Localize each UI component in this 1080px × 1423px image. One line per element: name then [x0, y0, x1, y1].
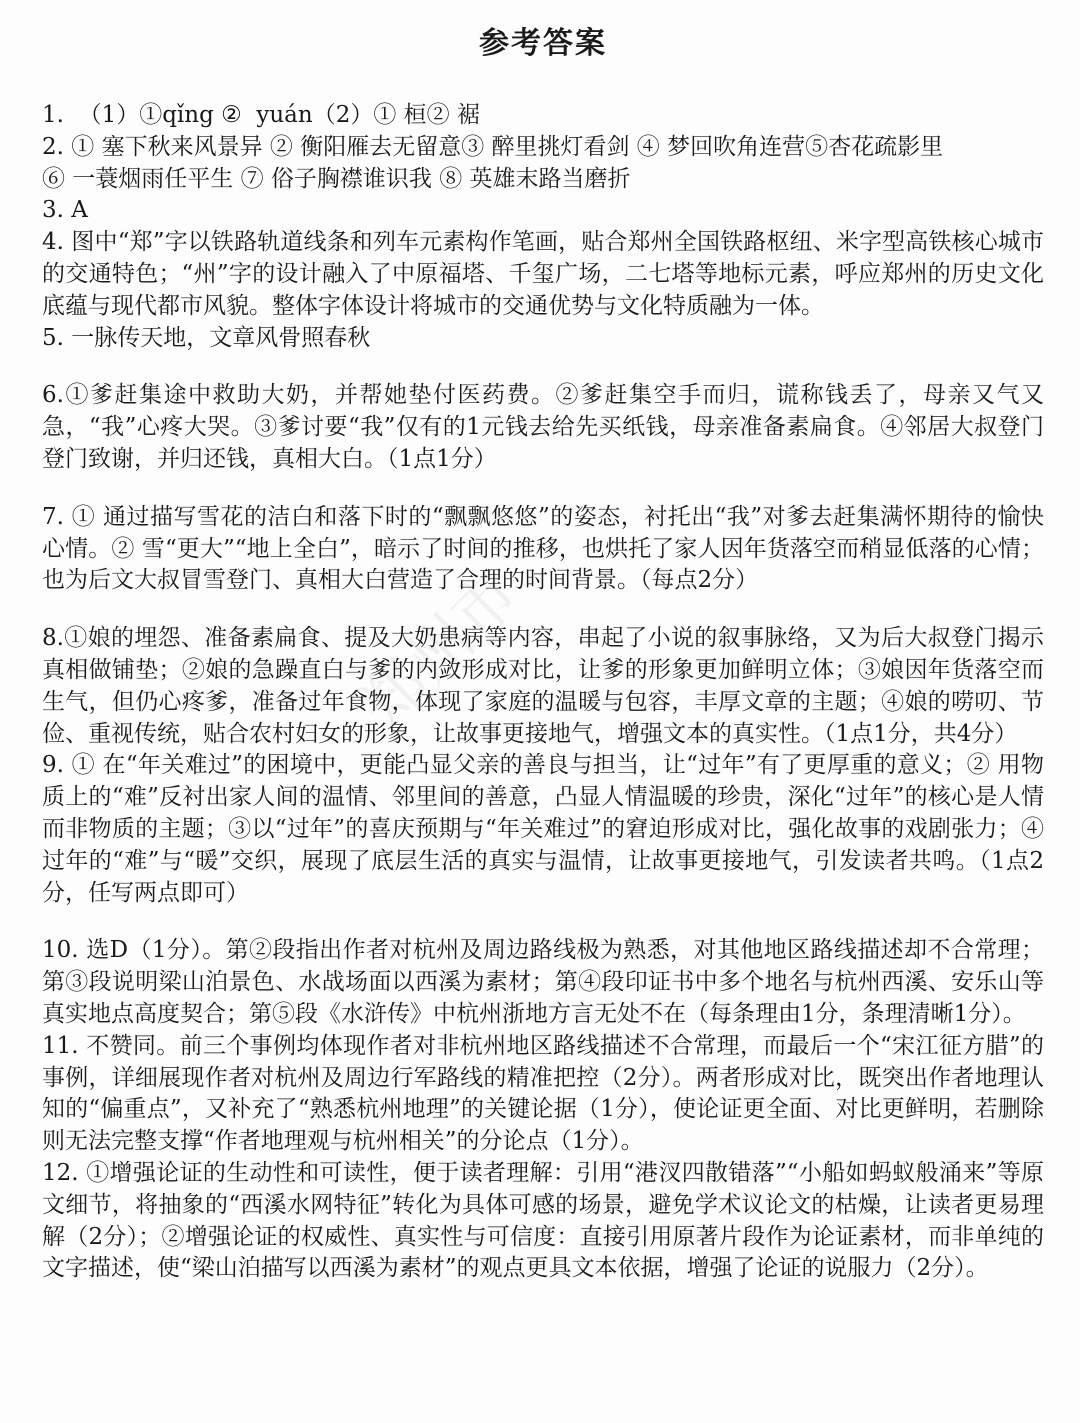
answer-9: 9. ① 在“年关难过”的困境中，更能凸显父亲的善良与担当，让“过年”有了更厚重的意义；② 用物质上的“难”反衬出家人间的温情、邻里间的善意，凸显人情温暖的珍贵，深化“过年”的核心是人情而非物质的主题；③以“过年”的喜庆预期与“年关难过”的窘迫形成对比，强化故事的戏剧张力；④ 过年的“难”与“暖”交织，展现了底层生活的真实与温情，让故事更接地气，引发读者共鸣。（1点2分，任写两点即可） [42, 752, 1052, 906]
answer-8: 8.①娘的埋怨、准备素扁食、提及大奶患病等内容，串起了小说的叙事脉络，又为后大叔登门揭示真相做铺垫；②娘的急躁直白与爹的内敛形成对比，让爹的形象更加鲜明立体；③娘因年货落空而生气，但仍心疼爹，准备过年食物，体现了家庭的温暖与包容，丰厚文章的主题；④娘的唠叨、节俭、重视传统，贴合农村妇女的形象，让故事更接地气，增强文本的真实性。（1点1分，共4分） [42, 625, 1044, 747]
watermark: 郑州市 [346, 556, 535, 745]
answer-1: 1. （1）①qǐng ② yuán（2）① 桓② 裾 [42, 102, 480, 128]
answer-6: 6.①爹赶集途中救助大奶，并帮她垫付医药费。②爹赶集空手而归，谎称钱丢了，母亲又气又急，“我”心疼大哭。③爹讨要“我”仅有的1元钱去给先买纸钱，母亲准备素扁食。④邻居大叔登门登门致谢，并归还钱，真相大白。（1点1分） [42, 382, 1044, 472]
spacer [42, 476, 1044, 502]
answer-11: 11. 不赞同。前三个事例均体现作者对非杭州地区路线描述不合常理，而最后一个“宋江征方腊”的事例，详细展现作者对杭州及周边行军路线的精准把控（2分）。两者形成对比，既突出作者地理认知的“偏重点”，又补充了“熟悉杭州地理”的关键论据（1分），使论证更全面、对比更鲜明，若删除则无法完整支撑“作者地理观与杭州相关”的分论点（1分）。 [42, 1032, 1044, 1155]
answer-10: 10. 选D（1分）。第②段指出作者对杭州及周边路线极为熟悉，对其他地区路线描述却不合常理；第③段说明梁山泊景色、水战场面以西溪为素材；第④段印证书中多个地名与杭州西溪、安乐山等真实地点高度契合；第⑤段《水浒传》中杭州浙地方言无处不在（每条理由1分，条理清晰1分）。 [42, 937, 1044, 1027]
spacer [42, 354, 1044, 380]
answer-2-line-2: ⑥ 一蓑烟雨任平生 ⑦ 俗子胸襟谁识我 ⑧ 英雄末路当磨折 [42, 165, 631, 192]
answer-3: 3. A [42, 197, 88, 224]
answer-12: 12. ①增强论证的生动性和可读性，便于读者理解：引用“港汊四散错落”“小船如蚂蚁般涌来”等原文细节，将抽象的“西溪水网特征”转化为具体可感的场景，避免学术议论文的枯燥，让读者更易理解（2分）；②增强论证的权威性、真实性与可信度：直接引用原著片段作为论证素材，而非单纯的文字描述，使“梁山泊描写以西溪为素材”的观点更具文本依据，增强了论证的说服力（2分）。 [42, 1159, 1044, 1282]
answer-2-line-1: 2. ① 塞下秋来风景异 ② 衡阳雁去无留意③ 醉里挑灯看剑 ④ 梦回吹角连营⑤杏花疏影里 [42, 133, 944, 160]
spacer [42, 597, 1044, 623]
page-title: 参考答案 [479, 26, 607, 61]
answer-7: 7. ① 通过描写雪花的洁白和落下时的“飘飘悠悠”的姿态，衬托出“我”对爹去赶集满怀期待的愉快心情。② 雪“更大”“地上全白”，暗示了时间的推移，也烘托了家人因年货落空而稍显低落的心情；也为后文大叔冒雪登门、真相大白营造了合理的时间背景。（每点2分） [42, 503, 1044, 594]
answer-4: 4. 图中“郑”字以铁路轨道线条和列车元素构作笔画，贴合郑州全国铁路枢纽、米字型高铁核心城市的交通特色；“州”字的设计融入了中原福塔、千玺广场，二七塔等地标元素，呼应郑州的历史文化底蕴与现代都市风貌。整体字体设计将城市的交通优势与文化特质融为一体。 [42, 229, 1044, 319]
answer-5: 5. 一脉传天地，文章风骨照春秋 [42, 324, 371, 351]
spacer [42, 909, 1044, 935]
